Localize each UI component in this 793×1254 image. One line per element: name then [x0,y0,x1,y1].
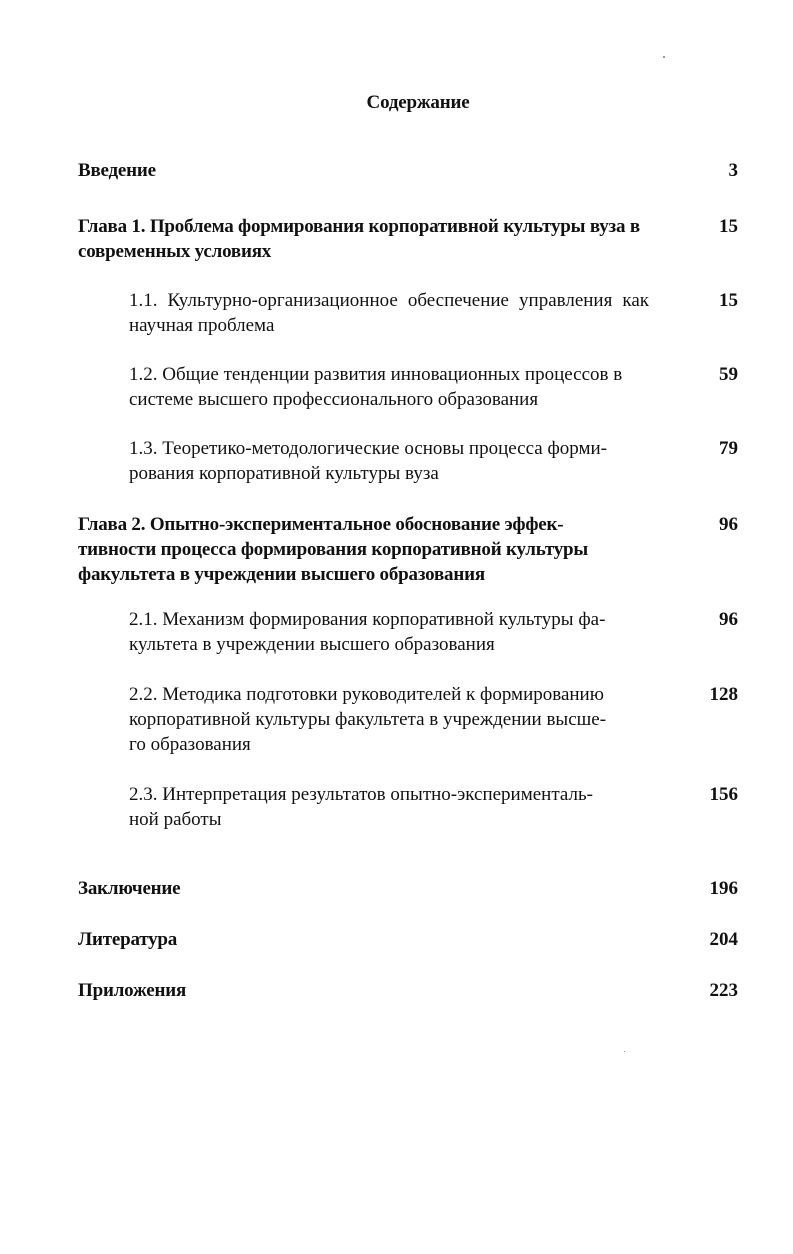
toc-entry-line: 2.1. Механизм формирования корпоративной культуры фа- [129,609,606,630]
toc-entry-line: го образования [129,734,251,755]
toc-entry-line: 2.2. Методика подготовки руководителей к формированию [129,684,604,705]
toc-page-number: 59 [719,364,738,385]
toc-entry-section-1-2 [129,362,738,412]
toc-entry-text: 1.1. Культурно-организационное обеспечение управления как научная проблема [129,290,649,336]
toc-entry-bibliography [78,927,738,952]
toc-page-number: 204 [709,929,738,950]
toc-page-number: 156 [709,784,738,805]
toc-entry-line: факультета в учреждении высшего образования [78,564,485,585]
toc-entry-introduction [78,158,738,183]
toc-entry-line: тивности процесса формирования корпоративной культуры [78,539,589,560]
toc-page-number: 223 [709,980,738,1001]
toc-page-number: 196 [709,878,738,899]
toc-entry-line: ной работы [129,809,222,830]
toc-entry-text: Приложения [78,980,187,1001]
toc-entry-text: Введение [78,160,156,181]
toc-entry-text: Литература [78,929,178,950]
toc-entry-chapter-1 [78,214,738,264]
toc-page-number: 3 [728,160,738,181]
toc-entry-section-1-3 [129,436,738,486]
toc-entry-section-2-1 [129,607,738,657]
toc-page-number: 15 [719,216,738,237]
toc-entry-section-1-1 [129,288,738,338]
toc-entry-conclusion [78,876,738,901]
toc-entry-section-2-3 [129,782,738,832]
toc-page-number: 15 [719,290,738,311]
scan-speck [624,1051,625,1052]
toc-page-number: 128 [709,684,738,705]
toc-entry-text: 1.2. Общие тенденции развития инновационных процессов в системе высшего профессионального образования [129,364,623,410]
toc-entry-appendices [78,978,738,1003]
toc-entry-text: Глава 1. Проблема формирования корпоративной культуры вуза в современных условиях [78,216,640,262]
toc-page-number: 79 [719,438,738,459]
toc-entry-section-2-2 [129,682,738,757]
toc-entry-line: 1.3. Теоретико-методологические основы процесса форми- [129,438,607,459]
toc-entry-line: культета в учреждении высшего образования [129,634,495,655]
toc-page-number: 96 [719,609,738,630]
toc-entry-line: 2.3. Интерпретация результатов опытно-эксперименталь- [129,784,593,805]
toc-entry-line: корпоративной культуры факультета в учреждении высше- [129,709,607,730]
toc-entry-line: Глава 2. Опытно-экспериментальное обоснование эффек- [78,514,564,535]
page-title: Содержание [366,92,470,113]
toc-entry-line: рования корпоративной культуры вуза [129,463,439,484]
toc-entry-text: Заключение [78,878,181,899]
scan-speck [663,56,665,58]
toc-entry-chapter-2 [78,512,738,587]
toc-page-number: 96 [719,514,738,535]
